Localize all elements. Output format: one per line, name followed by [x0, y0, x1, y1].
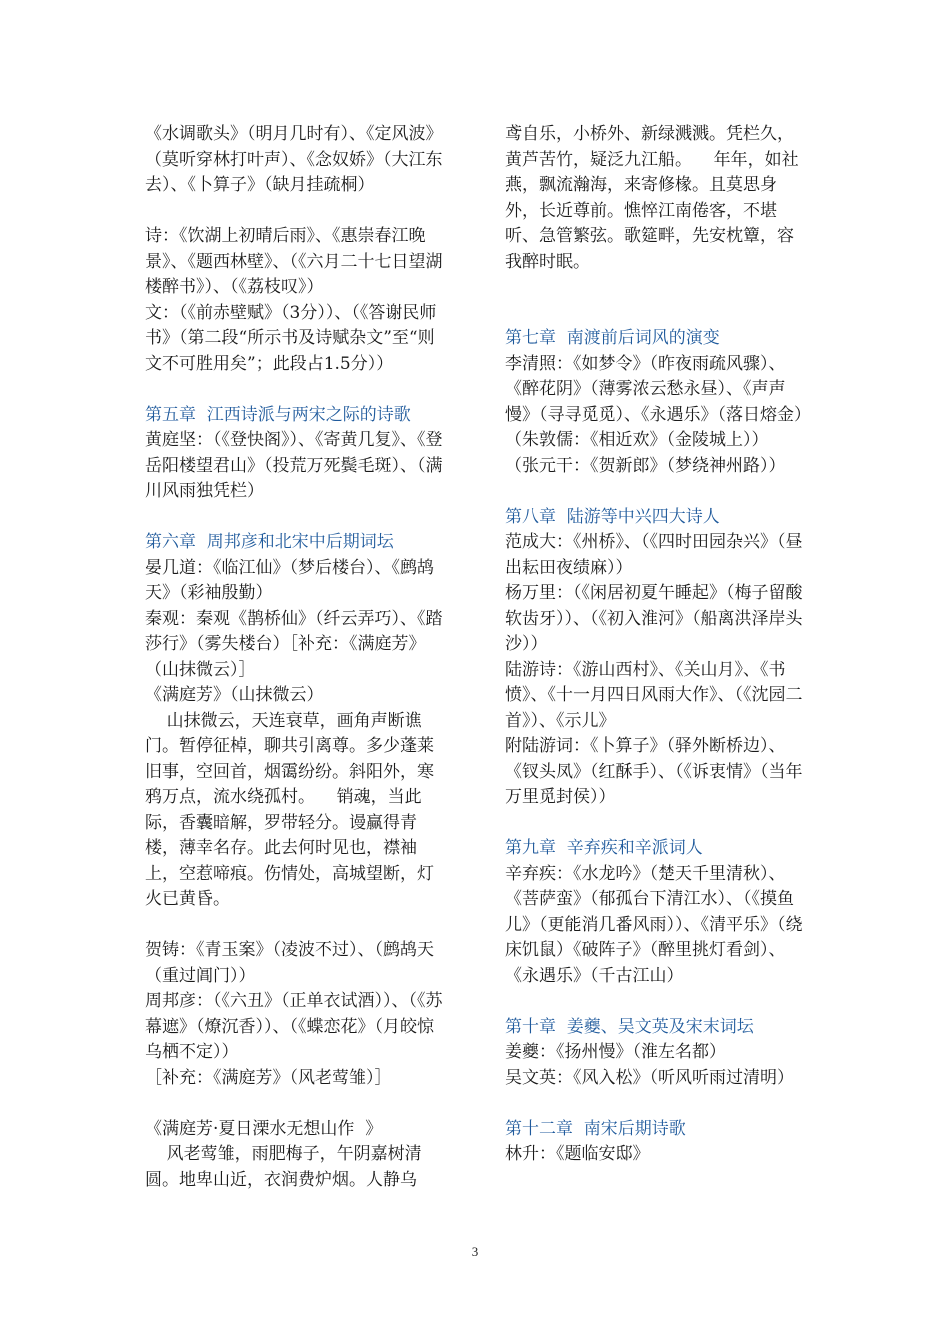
- lin-sheng-line: 林升：《题临安邸》: [505, 1144, 650, 1164]
- zhang-yuangan-line: （张元干：《贺新郎》（梦绕神州路））: [505, 455, 786, 476]
- lu-you-ci-line: 附陆游词：《卜算子》（驿外断桥边）、《钗头凤》（红酥手）、（《诉衷情》（当年万里觅封侯））: [505, 736, 803, 807]
- man-ting-fang-2-continued: 鸢自乐，小桥外、新绿溅溅。凭栏久，黄芦苦竹，疑泛九江船。 年年，如社燕，飘流瀚海，来寄修椽。且莫思身外，长近尊前。憔悴江南倦客，不堪听、急管繁弦。歌筵畔，先安枕簟，容我醉时眠。: [505, 124, 799, 272]
- su-shi-ci-list: 《水调歌头》（明月几时有）、《定风波》（莫听穿林打叶声）、《念奴娇》（大江东去）、《卜算子》（缺月挂疏桐）: [145, 124, 443, 195]
- lu-you-poems-line: 陆游诗：《游山西村》、《关山月》、《书愤》、《十一月四日风雨大作》、（《沈园二首》）、《示儿》: [505, 659, 803, 731]
- man-ting-fang-2-title: 《满庭芳·夏日溧水无想山作 》: [145, 1118, 383, 1139]
- page-number: 3: [471, 1244, 479, 1259]
- jiang-kui-line: 姜夔：《扬州慢》（淮左名都）: [505, 1042, 726, 1062]
- yang-wanli-line: 杨万里：（《闲居初夏午睡起》（梅子留酸软齿牙））、（《初入淮河》（船离洪泽岸头沙））: [505, 583, 803, 654]
- chapter-6-heading: 第六章 周邦彦和北宋中后期词坛: [145, 532, 394, 552]
- man-ting-fang-1-title: 《满庭芳》（山抹微云）: [145, 685, 324, 705]
- right-column: [505, 122, 810, 1168]
- chapter-12-heading: 第十二章 南宋后期诗歌: [505, 1118, 686, 1139]
- li-qingzhao-line: 李清照：《如梦令》（昨夜雨疏风骤）、《醉花阴》（薄雾浓云愁永昼）、《声声慢》（寻寻觅觅）、《永遇乐》（落日熔金）: [505, 353, 811, 425]
- qin-guan-line: 秦观：秦观《鹊桥仙》（纤云弄巧）、《踏莎行》（雾失楼台）［补充：《满庭芳》（山抹微云）］: [145, 608, 443, 680]
- left-column: [145, 122, 450, 1193]
- wu-wenying-line: 吴文英：《风入松》（听风听雨过清明）: [505, 1067, 794, 1088]
- chapter-8-heading: 第八章 陆游等中兴四大诗人: [505, 506, 720, 527]
- su-shi-prose: 文：（《前赤壁赋》（3分））、（《答谢民师书》（第二段“所示书及诗赋杂文”至“则文不可胜用矣”；此段占1.5分））: [145, 302, 437, 374]
- zhou-bangyan-line: 周邦彦：（《六丑》（正单衣试酒））、（《苏幕遮》（燎沉香））、（《蝶恋花》（月皎惊乌栖不定））: [145, 991, 443, 1062]
- yan-jidao-line: 晏几道：《临江仙》（梦后楼台）、《鹧鸪天》（彩袖殷勤）: [145, 557, 434, 603]
- supplement-line: ［补充：《满庭芳》（风老莺雏）］: [145, 1067, 392, 1088]
- zhu-dunru-line: （朱敦儒：《相近欢》（金陵城上））: [505, 430, 769, 450]
- su-shi-poems: 诗：《饮湖上初晴后雨》、《惠崇春江晚景》、《题西林壁》、（《六月二十七日望湖楼醉书》）、（《荔枝叹》）: [145, 226, 443, 297]
- xin-qiji-line: 辛弃疾：《水龙吟》（楚天千里清秋）、《菩萨蛮》（郁孤台下清江水）、（《摸鱼儿》（更能消几番风雨））、《清平乐》（绕床饥鼠）《破阵子》（醉里挑灯看剑）、《永遇乐》（千古江山）: [505, 863, 803, 986]
- chapter-5-heading: 第五章 江西诗派与两宋之际的诗歌: [145, 404, 411, 425]
- chapter-7-heading: 第七章 南渡前后词风的演变: [505, 328, 720, 348]
- fan-chengda-line: 范成大：《州桥》、（《四时田园杂兴》（昼出耘田夜绩麻））: [505, 532, 803, 578]
- he-zhu-line: 贺铸：《青玉案》（凌波不过）、（鹧鸪天（重过阊门））: [145, 940, 434, 986]
- man-ting-fang-2-text: 风老莺雏，雨肥梅子，午阴嘉树清圆。地卑山近，衣润费炉烟。人静乌: [145, 1144, 422, 1190]
- huang-tingjian-line: 黄庭坚：（《登快阁》）、《寄黄几复》、《登岳阳楼望君山》（投荒万死鬓毛斑）、（满川风雨独凭栏）: [145, 430, 443, 501]
- man-ting-fang-1-text: 山抹微云，天连衰草，画角声断谯门。暂停征棹，聊共引离尊。多少蓬莱旧事，空回首，烟霭纷纷。斜阳外，寒鸦万点，流水绕孤村。 销魂，当此际，香囊暗解，罗带轻分。谩赢得青楼，薄幸名存。此去何时见也，襟袖上，空惹啼痕。伤情处，高城望断，灯火已黄昏。: [145, 710, 434, 909]
- chapter-10-heading: 第十章 姜夔、吴文英及宋末词坛: [505, 1016, 754, 1037]
- chapter-9-heading: 第九章 辛弃疾和辛派词人: [505, 838, 703, 858]
